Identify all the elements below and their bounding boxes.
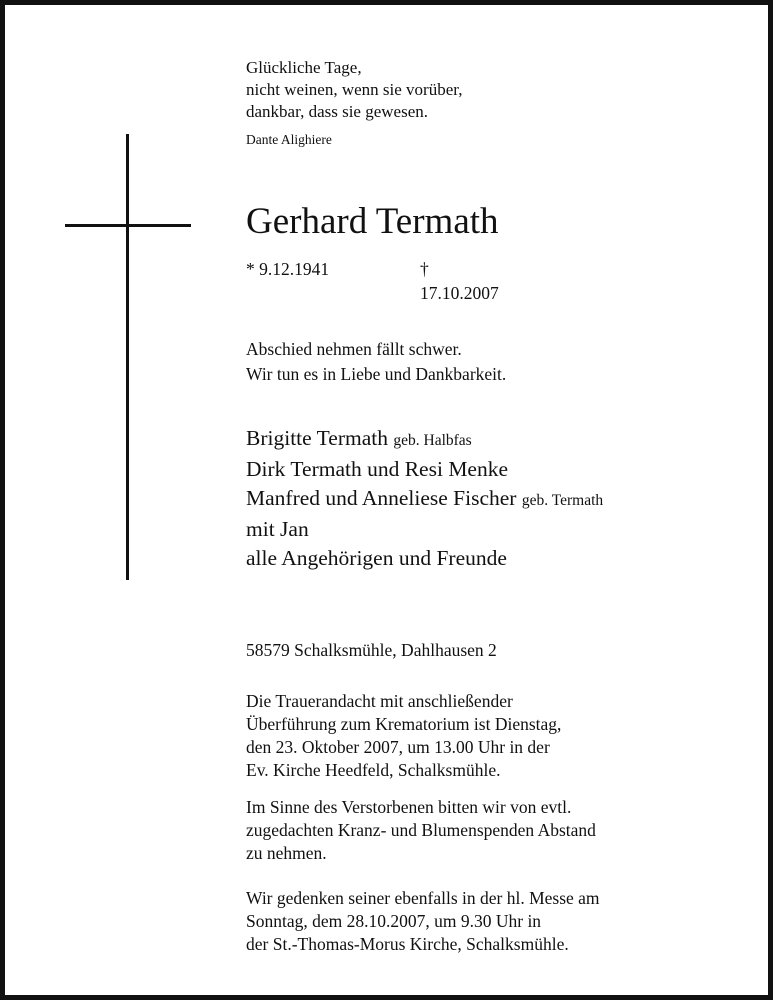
mass-line: Wir gedenken seiner ebenfalls in der hl. Messe am [246,888,600,908]
quote-line: nicht weinen, wenn sie vorüber, [246,80,463,99]
farewell-line: Abschied nehmen fällt schwer. [246,339,462,359]
service-info [246,690,561,782]
address: 58579 Schalksmühle, Dahlhausen 2 [246,640,497,660]
mourner-name: Brigitte Termath [246,426,388,450]
farewell-line: Wir tun es in Liebe und Dankbarkeit. [246,364,507,384]
quote-author: Dante Alighiere [246,132,332,147]
birth-date: * 9.12.1941 [246,259,330,279]
service-line: Überführung zum Krematorium ist Dienstag, [246,714,562,734]
farewell-text [246,337,506,387]
mass-info [246,887,600,956]
service-line: Die Trauerandacht mit anschließender [246,691,513,711]
mourner-line: Dirk Termath und Resi Menke [246,457,509,481]
quote-line: dankbar, dass sie gewesen. [246,102,429,121]
mourner-line [246,484,603,515]
cross-icon-bar [65,224,191,227]
mourner-line [246,424,603,455]
flower-request [246,796,596,865]
mass-line: der St.-Thomas-Morus Kirche, Schalksmühle. [246,934,569,954]
mass-line: Sonntag, dem 28.10.2007, um 9.30 Uhr in [246,911,542,931]
maiden-name: geb. Termath [521,492,604,509]
life-dates [246,257,499,303]
mourners-list [246,424,603,573]
request-line: zu nehmen. [246,843,327,863]
quote [246,57,462,123]
cross-icon [126,134,129,580]
death-date: † 17.10.2007 [420,259,499,303]
maiden-name: geb. Halbfas [393,432,472,449]
deceased-name: Gerhard Termath [246,201,499,242]
mourner-line: alle Angehörigen und Freunde [246,546,507,570]
request-line: Im Sinne des Verstorbenen bitten wir von evtl. [246,797,572,817]
mourner-line: mit Jan [246,517,309,541]
quote-line: Glückliche Tage, [246,58,362,77]
mourner-name: Manfred und Anneliese Fischer [246,486,517,510]
service-line: Ev. Kirche Heedfeld, Schalksmühle. [246,760,501,780]
service-line: den 23. Oktober 2007, um 13.00 Uhr in der [246,737,550,757]
request-line: zugedachten Kranz- und Blumenspenden Abstand [246,820,596,840]
